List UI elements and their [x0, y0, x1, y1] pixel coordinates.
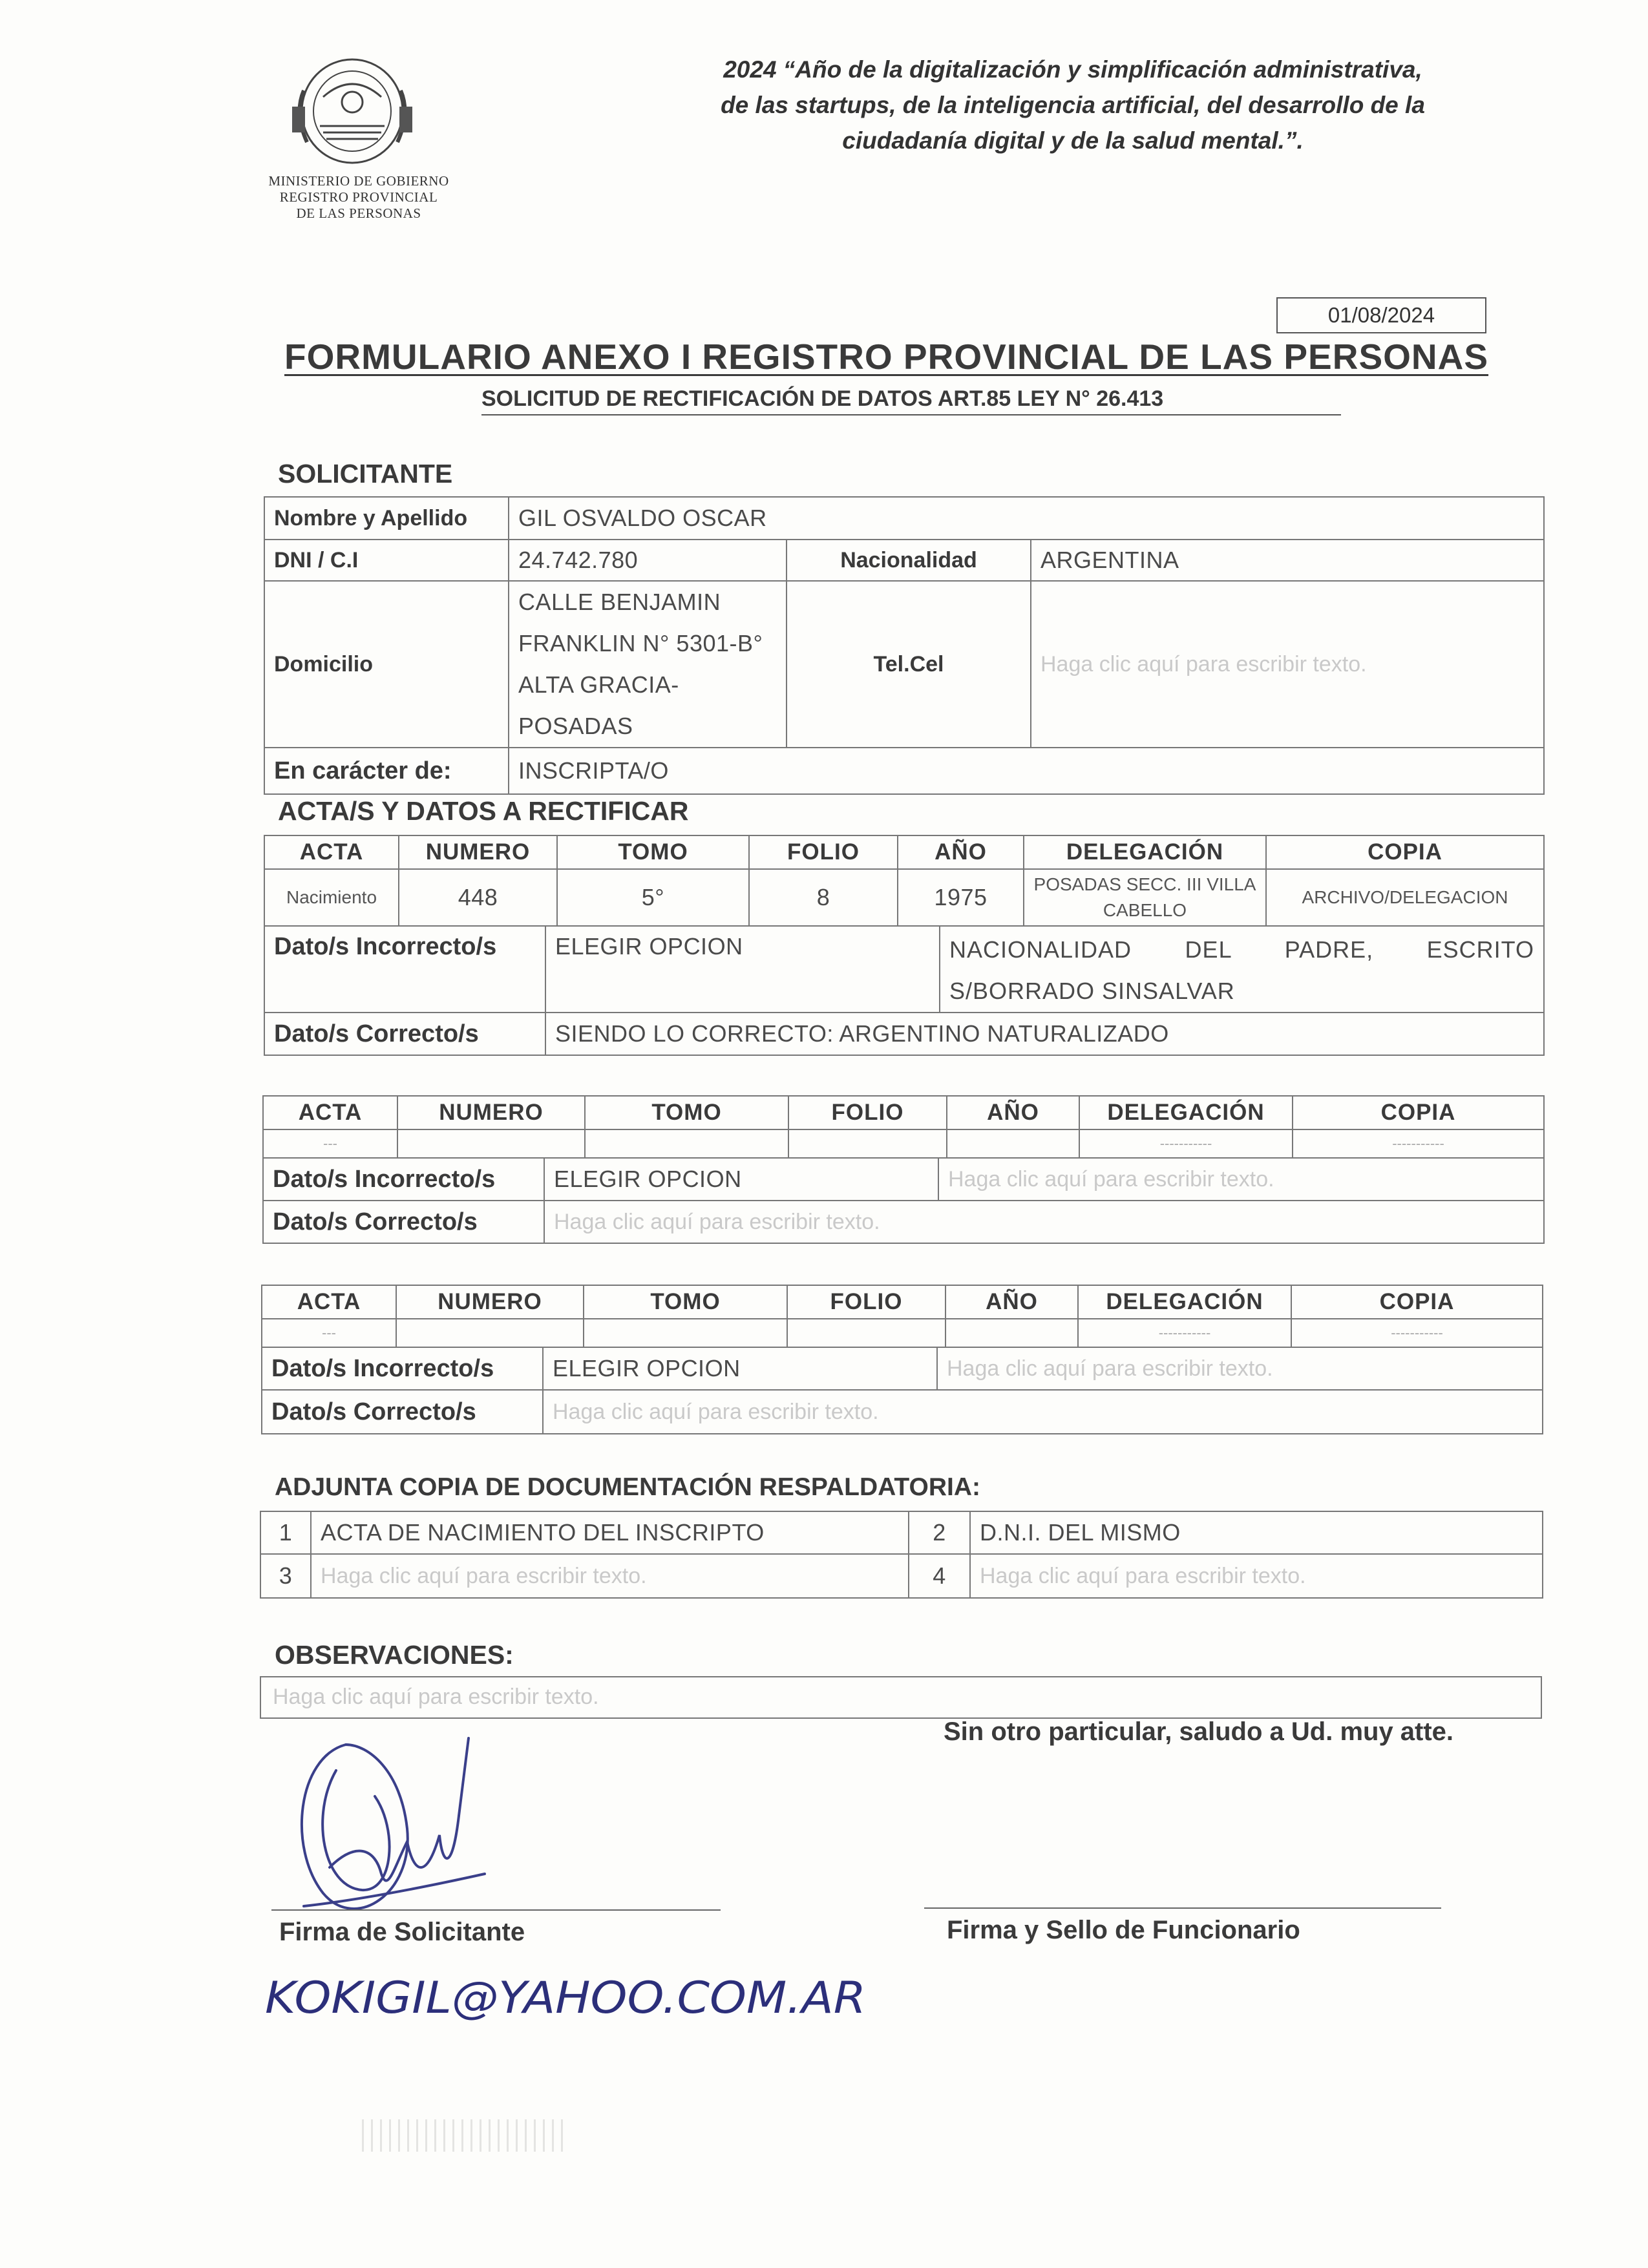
acta-1-datos	[264, 925, 1545, 1056]
handwritten-email-text: KOKIGIL@YAHOO.COM.AR	[265, 1973, 866, 2024]
acta-1-tomo[interactable]: 5°	[557, 869, 749, 926]
col-delegacion: DELEGACIÓN	[1024, 835, 1266, 869]
scan-noise	[362, 2119, 569, 2152]
page-title: FORMULARIO ANEXO I REGISTRO PROVINCIAL DE LAS PERSONAS	[284, 337, 1489, 377]
acta-1-incorrecto-field[interactable]: NACIONALIDAD DEL PADRE, ESCRITO S/BORRADO SINSALVAR	[940, 926, 1544, 1013]
section-adjunta-heading: ADJUNTA COPIA DE DOCUMENTACIÓN RESPALDATORIA:	[275, 1473, 980, 1501]
acta-2-anio[interactable]	[947, 1129, 1079, 1158]
ministry-line-2: REGISTRO PROVINCIAL	[279, 189, 438, 205]
solicitante-table	[264, 496, 1545, 795]
acta-1-elegir-opcion[interactable]: ELEGIR OPCION	[545, 926, 940, 1013]
acta-3-tipo[interactable]: ---	[262, 1319, 396, 1347]
acta-3-incorrecto-label: Dato/s Incorrecto/s	[262, 1347, 543, 1390]
ministry-line-3: DE LAS PERSONAS	[296, 205, 421, 221]
caracter-label: En carácter de:	[264, 748, 509, 794]
dni-label: DNI / C.I	[264, 540, 509, 581]
acta-3-copia[interactable]: -----------	[1291, 1319, 1543, 1347]
firma-solicitante-label: Firma de Solicitante	[279, 1918, 525, 1946]
acta-3-numero[interactable]	[396, 1319, 584, 1347]
section-actas-heading: ACTA/S Y DATOS A RECTIFICAR	[278, 796, 689, 826]
acta-2-tomo[interactable]	[585, 1129, 788, 1158]
tel-label: Tel.Cel	[787, 581, 1031, 748]
section-solicitante-heading: SOLICITANTE	[278, 459, 453, 488]
col-delegacion: DELEGACIÓN	[1078, 1285, 1291, 1319]
motto-line-1: 2024 “Año de la digitalización y simplificación administrativa,	[723, 56, 1422, 83]
adjunta-num-4: 4	[909, 1554, 970, 1598]
col-numero: NUMERO	[397, 1096, 585, 1129]
adjunta-num-2: 2	[909, 1511, 970, 1554]
acta-1-folio[interactable]: 8	[749, 869, 898, 926]
ministry-block	[246, 173, 472, 222]
tel-field[interactable]: Haga clic aquí para escribir texto.	[1031, 581, 1544, 748]
acta-3-incorrecto-field[interactable]: Haga clic aquí para escribir texto.	[937, 1347, 1543, 1390]
acta-2-correcto-label: Dato/s Correcto/s	[263, 1201, 544, 1243]
page-subtitle: SOLICITUD DE RECTIFICACIÓN DE DATOS ART.85 LEY N° 26.413	[481, 386, 1341, 415]
acta-3-correcto-field[interactable]: Haga clic aquí para escribir texto.	[543, 1390, 1543, 1434]
acta-2-correcto-field[interactable]: Haga clic aquí para escribir texto.	[544, 1201, 1544, 1243]
adjunta-item-3[interactable]: Haga clic aquí para escribir texto.	[311, 1554, 909, 1598]
adjunta-item-4[interactable]: Haga clic aquí para escribir texto.	[970, 1554, 1543, 1598]
acta-3-elegir-opcion[interactable]: ELEGIR OPCION	[543, 1347, 937, 1390]
nombre-field[interactable]: GIL OSVALDO OSCAR	[509, 497, 1544, 540]
acta-1-correcto-field[interactable]: SIENDO LO CORRECTO: ARGENTINO NATURALIZADO	[545, 1013, 1544, 1055]
col-numero: NUMERO	[396, 1285, 584, 1319]
acta-2-delegacion[interactable]: -----------	[1079, 1129, 1293, 1158]
signature-line-funcionario	[924, 1907, 1441, 1909]
adjunta-table	[260, 1511, 1543, 1599]
acta-2-copia[interactable]: -----------	[1293, 1129, 1544, 1158]
closing-text: Sin otro particular, saludo a Ud. muy atte.	[944, 1717, 1454, 1746]
observaciones-field[interactable]: Haga clic aquí para escribir texto.	[260, 1676, 1542, 1719]
acta-table-2	[262, 1095, 1545, 1159]
col-anio: AÑO	[947, 1096, 1079, 1129]
nacionalidad-field[interactable]: ARGENTINA	[1031, 540, 1544, 581]
signature-line-solicitante	[271, 1909, 721, 1911]
date-field[interactable]: 01/08/2024	[1276, 297, 1486, 333]
acta-table-3	[261, 1285, 1543, 1348]
col-acta: ACTA	[262, 1285, 396, 1319]
adjunta-item-2[interactable]: D.N.I. DEL MISMO	[970, 1511, 1543, 1554]
acta-1-numero[interactable]: 448	[399, 869, 557, 926]
acta-2-tipo[interactable]: ---	[263, 1129, 397, 1158]
acta-3-delegacion[interactable]: -----------	[1078, 1319, 1291, 1347]
col-tomo: TOMO	[557, 835, 749, 869]
acta-2-numero[interactable]	[397, 1129, 585, 1158]
acta-1-delegacion[interactable]: POSADAS SECC. III VILLA CABELLO	[1024, 869, 1266, 926]
motto-line-2: de las startups, de la inteligencia artificial, del desarrollo de la	[721, 92, 1425, 118]
motto-line-3: ciudadanía digital y de la salud mental.”.	[842, 127, 1304, 154]
col-anio: AÑO	[945, 1285, 1078, 1319]
acta-3-anio[interactable]	[945, 1319, 1078, 1347]
year-motto	[620, 52, 1525, 158]
acta-2-incorrecto-label: Dato/s Incorrecto/s	[263, 1158, 544, 1201]
acta-1-copia[interactable]: ARCHIVO/DELEGACION	[1266, 869, 1544, 926]
acta-3-folio[interactable]	[787, 1319, 945, 1347]
acta-1-incorrecto-label: Dato/s Incorrecto/s	[264, 926, 545, 1013]
handwritten-email	[265, 1958, 879, 2035]
firma-funcionario-label: Firma y Sello de Funcionario	[947, 1916, 1300, 1944]
adjunta-num-1: 1	[260, 1511, 311, 1554]
col-delegacion: DELEGACIÓN	[1079, 1096, 1293, 1129]
ministry-line-1: MINISTERIO DE GOBIERNO	[268, 173, 449, 189]
domicilio-field[interactable]: CALLE BENJAMIN FRANKLIN N° 5301-B° ALTA GRACIA-POSADAS	[509, 581, 787, 748]
domicilio-label: Domicilio	[264, 581, 509, 748]
acta-3-tomo[interactable]	[584, 1319, 787, 1347]
col-anio: AÑO	[898, 835, 1024, 869]
col-acta: ACTA	[264, 835, 399, 869]
acta-1-tipo[interactable]: Nacimiento	[264, 869, 399, 926]
province-seal-logo	[284, 52, 420, 168]
col-numero: NUMERO	[399, 835, 557, 869]
nombre-label: Nombre y Apellido	[264, 497, 509, 540]
col-folio: FOLIO	[787, 1285, 945, 1319]
acta-2-datos	[262, 1157, 1545, 1244]
acta-2-elegir-opcion[interactable]: ELEGIR OPCION	[544, 1158, 938, 1201]
col-acta: ACTA	[263, 1096, 397, 1129]
adjunta-item-1[interactable]: ACTA DE NACIMIENTO DEL INSCRIPTO	[311, 1511, 909, 1554]
col-copia: COPIA	[1266, 835, 1544, 869]
col-tomo: TOMO	[585, 1096, 788, 1129]
acta-3-datos	[261, 1347, 1543, 1434]
acta-3-correcto-label: Dato/s Correcto/s	[262, 1390, 543, 1434]
col-folio: FOLIO	[788, 1096, 947, 1129]
dni-field[interactable]: 24.742.780	[509, 540, 787, 581]
section-observaciones-heading: OBSERVACIONES:	[275, 1640, 514, 1670]
col-tomo: TOMO	[584, 1285, 787, 1319]
acta-1-anio[interactable]: 1975	[898, 869, 1024, 926]
acta-2-incorrecto-field[interactable]: Haga clic aquí para escribir texto.	[938, 1158, 1544, 1201]
adjunta-num-3: 3	[260, 1554, 311, 1598]
acta-table-1	[264, 835, 1545, 927]
col-copia: COPIA	[1291, 1285, 1543, 1319]
acta-2-folio[interactable]	[788, 1129, 947, 1158]
caracter-field[interactable]: INSCRIPTA/O	[509, 748, 1544, 794]
col-copia: COPIA	[1293, 1096, 1544, 1129]
nacionalidad-label: Nacionalidad	[787, 540, 1031, 581]
signature-drawing	[284, 1719, 498, 1926]
col-folio: FOLIO	[749, 835, 898, 869]
acta-1-correcto-label: Dato/s Correcto/s	[264, 1013, 545, 1055]
